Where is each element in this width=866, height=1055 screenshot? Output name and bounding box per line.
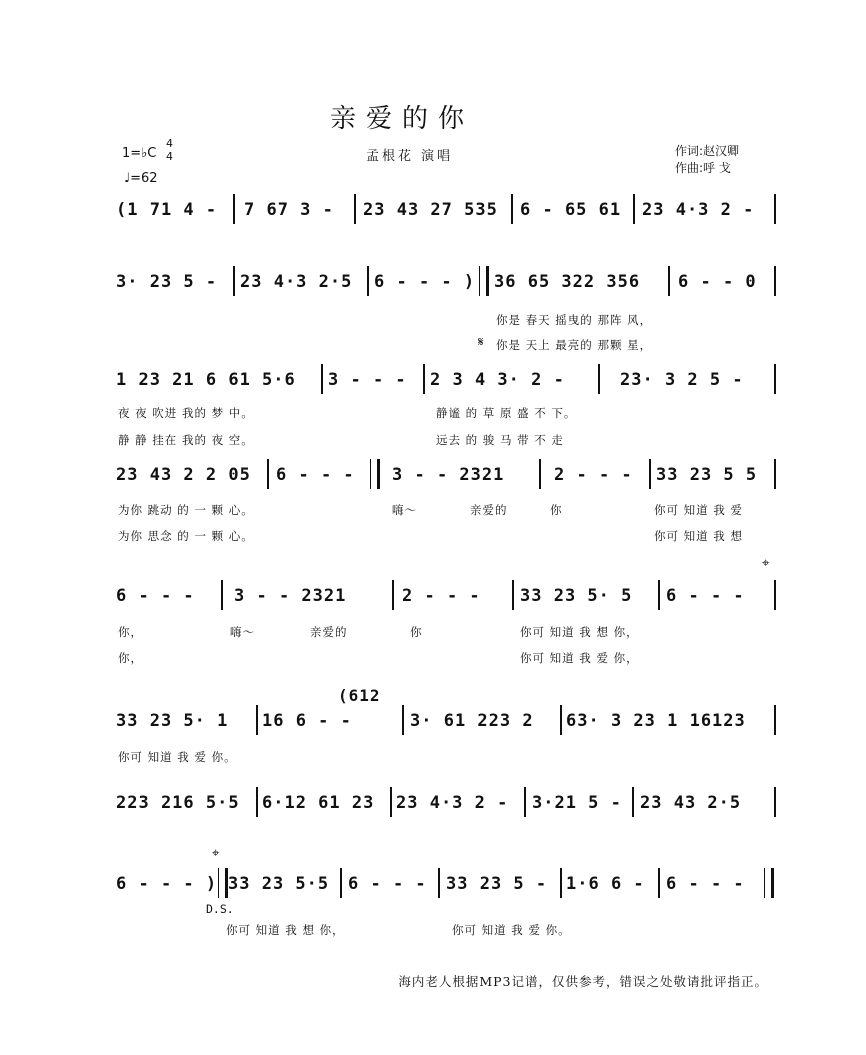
measure: 1·6 6 - xyxy=(566,874,645,894)
measure: (1 71 4 - xyxy=(116,200,218,220)
double-barline xyxy=(218,868,228,898)
measure: 6 - - - ) xyxy=(374,272,476,292)
lyric-text: 你 xyxy=(410,625,423,639)
lyric-text: 你可 知道 我 爱 xyxy=(654,503,743,517)
lyric-line xyxy=(114,624,774,640)
notation-row-8 xyxy=(114,874,774,898)
barline xyxy=(321,364,323,394)
lyric-text: 你 xyxy=(550,503,563,517)
barline xyxy=(233,194,235,224)
lyric-text: 你可 知道 我 想 xyxy=(654,529,743,543)
key-signature: 1=♭C xyxy=(122,146,157,161)
barline xyxy=(560,868,562,898)
measure: 1 23 21 6 61 5·6 xyxy=(116,370,296,390)
lyric-text: 你可 知道 我 想 你， xyxy=(520,625,639,639)
measure: 36 65 322 356 xyxy=(494,272,641,292)
repeat-start-barline xyxy=(479,266,489,296)
performer: 孟根花 演唱 xyxy=(366,149,454,164)
barline xyxy=(774,266,776,296)
barline xyxy=(256,705,258,735)
notation-row-2 xyxy=(114,272,774,296)
barline xyxy=(256,787,258,817)
barline xyxy=(402,705,404,735)
measure: 2 - - - xyxy=(402,586,481,606)
measure: 3· 61 223 2 xyxy=(410,711,534,731)
measure: 6 - - - xyxy=(276,465,355,485)
barline xyxy=(221,580,223,610)
lyric-line xyxy=(114,502,774,518)
barline xyxy=(539,459,541,489)
lyric-line xyxy=(114,405,774,421)
barline xyxy=(774,459,776,489)
repeat-end-barline xyxy=(370,459,380,489)
notation-row-4 xyxy=(114,465,774,489)
measure: 3 - - - xyxy=(328,370,407,390)
barline xyxy=(524,787,526,817)
measure: 6 - - - xyxy=(348,874,427,894)
barline xyxy=(774,364,776,394)
measure: 6 - 65 61 xyxy=(520,200,622,220)
barline xyxy=(367,266,369,296)
lyric-line xyxy=(114,432,774,448)
measure: 3 - - 2321 xyxy=(234,586,347,606)
barline xyxy=(658,580,660,610)
lyricist: 作词:赵汉卿 xyxy=(675,144,740,158)
lyric-text: 你是 天上 最亮的 那颗 星， xyxy=(496,338,653,352)
lyric-text: 亲爱的 xyxy=(470,503,508,517)
barline xyxy=(511,194,513,224)
lyric-line xyxy=(114,749,774,765)
notation-row-7 xyxy=(114,793,774,817)
lyric-text: 远去 的 骏 马 带 不 走 xyxy=(436,433,564,447)
lyric-text: 你可 知道 我 想 你， xyxy=(226,923,345,937)
notation-row-5 xyxy=(114,586,774,610)
barline xyxy=(512,580,514,610)
barline xyxy=(392,580,394,610)
notation-row-1 xyxy=(114,200,774,224)
measure: 6·12 61 23 xyxy=(262,793,375,813)
segno-icon: 𝄋 xyxy=(478,335,485,350)
song-title: 亲爱的你 xyxy=(330,104,475,134)
measure: 33 23 5· 1 xyxy=(116,711,229,731)
measure: 2 - - - xyxy=(554,465,633,485)
measure: 3·21 5 - xyxy=(532,793,622,813)
measure: 63· 3 23 1 16123 xyxy=(566,711,746,731)
lyric-text: 亲爱的 xyxy=(310,625,348,639)
composer: 作曲:呼 戈 xyxy=(675,161,731,175)
measure: 23 43 2·5 xyxy=(640,793,742,813)
barline xyxy=(774,787,776,817)
meter-top: 4 xyxy=(166,137,173,150)
lyric-text: 你是 春天 摇曳的 那阵 风， xyxy=(496,313,653,327)
measure: 6 - - - xyxy=(116,586,195,606)
measure: 33 23 5 5 xyxy=(656,465,758,485)
measure: 6 - - 0 xyxy=(678,272,757,292)
tempo: ♩=62 xyxy=(124,171,158,186)
lyric-text: 为你 思念 的 一 颗 心。 xyxy=(118,529,254,543)
coda-icon: ⌖ xyxy=(212,846,220,861)
lyric-text: 你， xyxy=(118,625,143,639)
coda-icon: ⌖ xyxy=(762,556,770,571)
measure: 6 - - - ) xyxy=(116,874,218,894)
barline xyxy=(774,194,776,224)
lyric-text: 你可 知道 我 爱 你。 xyxy=(118,750,237,764)
measure: 23 43 2 2 05 xyxy=(116,465,251,485)
measure: 2 3 4 3· 2 - xyxy=(430,370,565,390)
barline xyxy=(633,194,635,224)
lyric-line xyxy=(114,650,774,666)
notation-row-3 xyxy=(114,370,774,394)
measure: 23· 3 2 5 - xyxy=(620,370,744,390)
lyric-text: 静谧 的 草 原 盛 不 下。 xyxy=(436,406,577,420)
barline xyxy=(774,580,776,610)
time-signature xyxy=(166,137,173,163)
barline xyxy=(390,787,392,817)
measure: 33 23 5·5 xyxy=(228,874,330,894)
lyric-text: 为你 跳动 的 一 颗 心。 xyxy=(118,503,254,517)
barline xyxy=(560,705,562,735)
barline xyxy=(774,705,776,735)
lyric-text: 嗨～ xyxy=(392,503,417,517)
barline xyxy=(632,787,634,817)
measure: 23 4·3 2 - xyxy=(642,200,755,220)
lyric-text: 你可 知道 我 爱 你， xyxy=(520,651,639,665)
lyric-line xyxy=(114,922,774,938)
meter-bottom: 4 xyxy=(166,150,173,163)
measure: 23 43 27 535 xyxy=(363,200,498,220)
measure: 6 - - - xyxy=(666,874,745,894)
barline xyxy=(354,194,356,224)
lyric-text: 静 静 挂在 我的 夜 空。 xyxy=(118,433,254,447)
measure: 33 23 5 - xyxy=(446,874,548,894)
measure: 23 4·3 2·5 xyxy=(240,272,353,292)
lyric-text: 嗨～ xyxy=(230,625,255,639)
lyric-line xyxy=(114,337,774,353)
measure: 6 - - - xyxy=(666,586,745,606)
final-barline xyxy=(764,868,774,898)
barline xyxy=(649,459,651,489)
barline xyxy=(668,266,670,296)
measure: 23 4·3 2 - xyxy=(396,793,509,813)
lyric-text: 夜 夜 吹进 我的 梦 中。 xyxy=(118,406,254,420)
barline xyxy=(233,266,235,296)
lyric-line xyxy=(114,528,774,544)
measure: 7 67 3 - xyxy=(244,200,334,220)
footer-note: 海内老人根据MP3记谱，仅供参考，错误之处敬请批评指正。 xyxy=(398,974,768,989)
barline xyxy=(423,364,425,394)
barline xyxy=(658,868,660,898)
measure: 3· 23 5 - xyxy=(116,272,218,292)
barline xyxy=(598,364,600,394)
ds-marking: D.S. xyxy=(206,902,234,916)
credits xyxy=(675,143,739,177)
lyric-text: 你， xyxy=(118,651,143,665)
barline xyxy=(340,868,342,898)
notation-row-6 xyxy=(114,711,774,735)
measure: 33 23 5· 5 xyxy=(520,586,633,606)
measure: 16 6 - - xyxy=(262,711,352,731)
lyric-text: 你可 知道 我 爱 你。 xyxy=(452,923,571,937)
measure: 223 216 5·5 xyxy=(116,793,240,813)
measure: 3 - - 2321 xyxy=(392,465,505,485)
lyric-line xyxy=(114,312,774,328)
barline xyxy=(267,459,269,489)
ossia-passage: (612 xyxy=(338,686,381,705)
barline xyxy=(438,868,440,898)
